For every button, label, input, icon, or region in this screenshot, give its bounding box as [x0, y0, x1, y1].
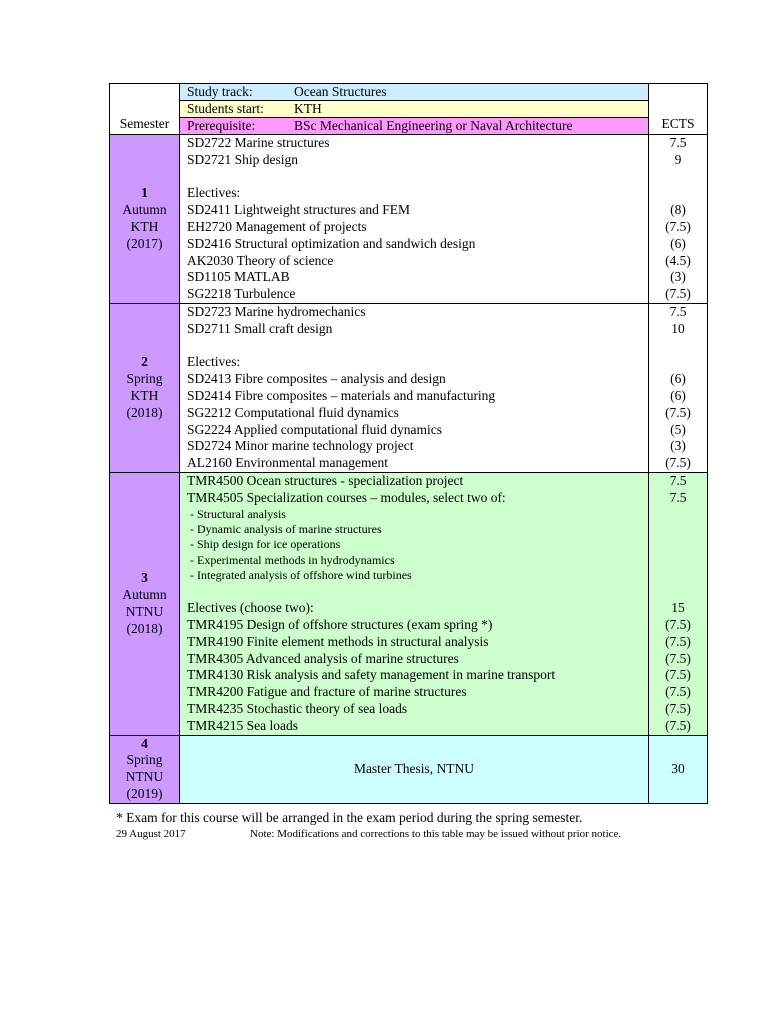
course-line: TMR4500 Ocean structures - specialization project [187, 472, 464, 488]
course-line [187, 169, 648, 186]
ects-value: (6) [670, 235, 686, 251]
ects-value: 10 [671, 320, 685, 336]
course-line: SD2711 Small craft design [187, 320, 333, 336]
semester-season: Spring [126, 752, 163, 768]
ects-value: (7.5) [665, 684, 691, 700]
study-plan-table [109, 83, 708, 804]
semester-ects-1 [649, 135, 708, 304]
spacer-line [649, 522, 707, 537]
module-line: - Dynamic analysis of marine structures [190, 521, 382, 536]
study-track-key: Study track: [187, 84, 253, 99]
spacer-line [649, 507, 707, 522]
ects-value: (6) [670, 371, 686, 387]
course-line: Electives: [187, 354, 241, 370]
ects-value: (6) [670, 387, 686, 403]
students-start-row [180, 101, 649, 118]
semester-year: (2018) [126, 620, 163, 636]
semester-courses-2 [180, 303, 649, 472]
ects-value: (7.5) [665, 218, 691, 234]
ects-value: (7.5) [665, 404, 691, 420]
semester-number: 2 [141, 354, 148, 370]
course-line: EH2720 Management of projects [187, 218, 367, 234]
prerequisite-row [180, 118, 649, 135]
prerequisite-value: BSc Mechanical Engineering or Naval Architecture [294, 118, 573, 133]
ects-value: (7.5) [665, 667, 691, 683]
semester-season: Autumn [122, 587, 167, 602]
semester-year: (2018) [126, 404, 163, 420]
master-thesis-ects: 30 [649, 735, 708, 803]
semester-school: NTNU [125, 603, 164, 619]
ects-column-header: ECTS [649, 84, 708, 135]
elective-line: Electives (choose two): [187, 600, 314, 616]
semester-number: 1 [141, 185, 148, 201]
ects-value: 7.5 [669, 472, 687, 488]
elective-line: TMR4195 Design of offshore structures (exam spring *) [187, 617, 493, 633]
semester-label-2 [110, 303, 180, 472]
semester-year: (2019) [126, 786, 163, 802]
semester-school: KTH [130, 218, 159, 234]
semester-courses-1 [180, 135, 649, 304]
students-start-key: Students start: [187, 101, 264, 116]
semester-ects-2 [649, 303, 708, 472]
semester-number: 4 [141, 735, 148, 751]
ects-value: 7.5 [669, 489, 687, 505]
document-date: 29 August 2017 [116, 828, 186, 840]
ects-value: (7.5) [665, 455, 691, 471]
elective-line: TMR4200 Fatigue and fracture of marine structures [187, 684, 467, 700]
course-line: SD2414 Fibre composites – materials and manufacturing [187, 387, 496, 403]
course-line: SG2212 Computational fluid dynamics [187, 404, 399, 420]
prerequisite-key: Prerequisite: [187, 118, 256, 133]
exam-footnote: * Exam for this course will be arranged in the exam period during the spring semester. [116, 810, 583, 825]
course-line [187, 338, 648, 355]
ects-value: (7.5) [665, 633, 691, 649]
semester-year: (2017) [126, 235, 163, 251]
course-line: SD2416 Structural optimization and sandwich design [187, 235, 476, 251]
semester-school: NTNU [125, 769, 164, 785]
ects-value: (8) [670, 202, 686, 218]
elective-line: TMR4215 Sea loads [187, 717, 298, 733]
ects-value: (7.5) [665, 717, 691, 733]
footer-line [116, 828, 622, 840]
course-line: SD2722 Marine structures [187, 135, 330, 150]
module-line: - Integrated analysis of offshore wind turbines [190, 568, 412, 583]
spacer-line [649, 568, 707, 583]
ects-value: 7.5 [669, 135, 687, 150]
module-line: - Ship design for ice operations [190, 537, 341, 552]
spacer-line [649, 537, 707, 552]
semester-label-3 [110, 472, 180, 735]
semester-season: Spring [126, 371, 163, 387]
semester-ects-3 [649, 472, 708, 735]
ects-value: (7.5) [665, 617, 691, 633]
elective-line: TMR4235 Stochastic theory of sea loads [187, 701, 408, 717]
semester-number: 3 [141, 570, 148, 586]
students-start-value: KTH [294, 101, 322, 116]
semester-column-header: Semester [110, 84, 180, 135]
ects-value [649, 185, 707, 202]
study-track-value: Ocean Structures [294, 84, 387, 99]
semester-courses-3 [180, 472, 649, 735]
elective-line: TMR4305 Advanced analysis of marine structures [187, 650, 459, 666]
ects-value: (3) [670, 438, 686, 454]
ects-value: 7.5 [669, 303, 687, 319]
ects-value: 15 [671, 600, 685, 616]
course-line: SD2413 Fibre composites – analysis and design [187, 371, 446, 387]
course-line: AK2030 Theory of science [187, 252, 334, 268]
course-line: AL2160 Environmental management [187, 455, 388, 471]
ects-value: (3) [670, 269, 686, 285]
semester-row-1 [110, 135, 708, 304]
ects-value: (7.5) [665, 650, 691, 666]
spacer-line [187, 583, 648, 600]
ects-value: 9 [674, 151, 682, 167]
course-line: SG2224 Applied computational fluid dynamics [187, 421, 442, 437]
master-thesis-cell: Master Thesis, NTNU [180, 735, 649, 803]
course-line: SD2723 Marine hydromechanics [187, 303, 366, 319]
ects-value [649, 338, 707, 355]
course-line: SG2218 Turbulence [187, 286, 296, 302]
ects-value: (5) [670, 421, 686, 437]
ects-value: (7.5) [665, 701, 691, 717]
modification-note: Note: Modifications and corrections to this table may be issued without prior notice. [250, 828, 622, 840]
course-line: Electives: [187, 185, 241, 201]
study-track-row [180, 84, 649, 101]
course-line: TMR4505 Specialization courses – modules, select two of: [187, 489, 506, 505]
course-line: SD2721 Ship design [187, 151, 299, 167]
ects-value [649, 354, 707, 371]
elective-line: TMR4130 Risk analysis and safety management in marine transport [187, 667, 556, 683]
course-line: SD2411 Lightweight structures and FEM [187, 202, 410, 218]
ects-value [649, 169, 707, 186]
semester-label-1 [110, 135, 180, 304]
ects-value: (4.5) [665, 252, 691, 268]
semester-season: Autumn [122, 202, 167, 218]
course-line: SD1105 MATLAB [187, 269, 290, 285]
module-line: - Experimental methods in hydrodynamics [190, 552, 395, 567]
course-line: SD2724 Minor marine technology project [187, 438, 414, 454]
ects-value: (7.5) [665, 286, 691, 302]
semester-school: KTH [130, 387, 159, 403]
module-line: - Structural analysis [190, 506, 286, 521]
semester-row-2 [110, 303, 708, 472]
spacer-line [649, 583, 707, 600]
spacer-line [649, 553, 707, 568]
semester-label-4 [110, 735, 180, 803]
semester-row-4 [110, 735, 708, 803]
semester-row-3 [110, 472, 708, 735]
elective-line: TMR4190 Finite element methods in structural analysis [187, 633, 489, 649]
